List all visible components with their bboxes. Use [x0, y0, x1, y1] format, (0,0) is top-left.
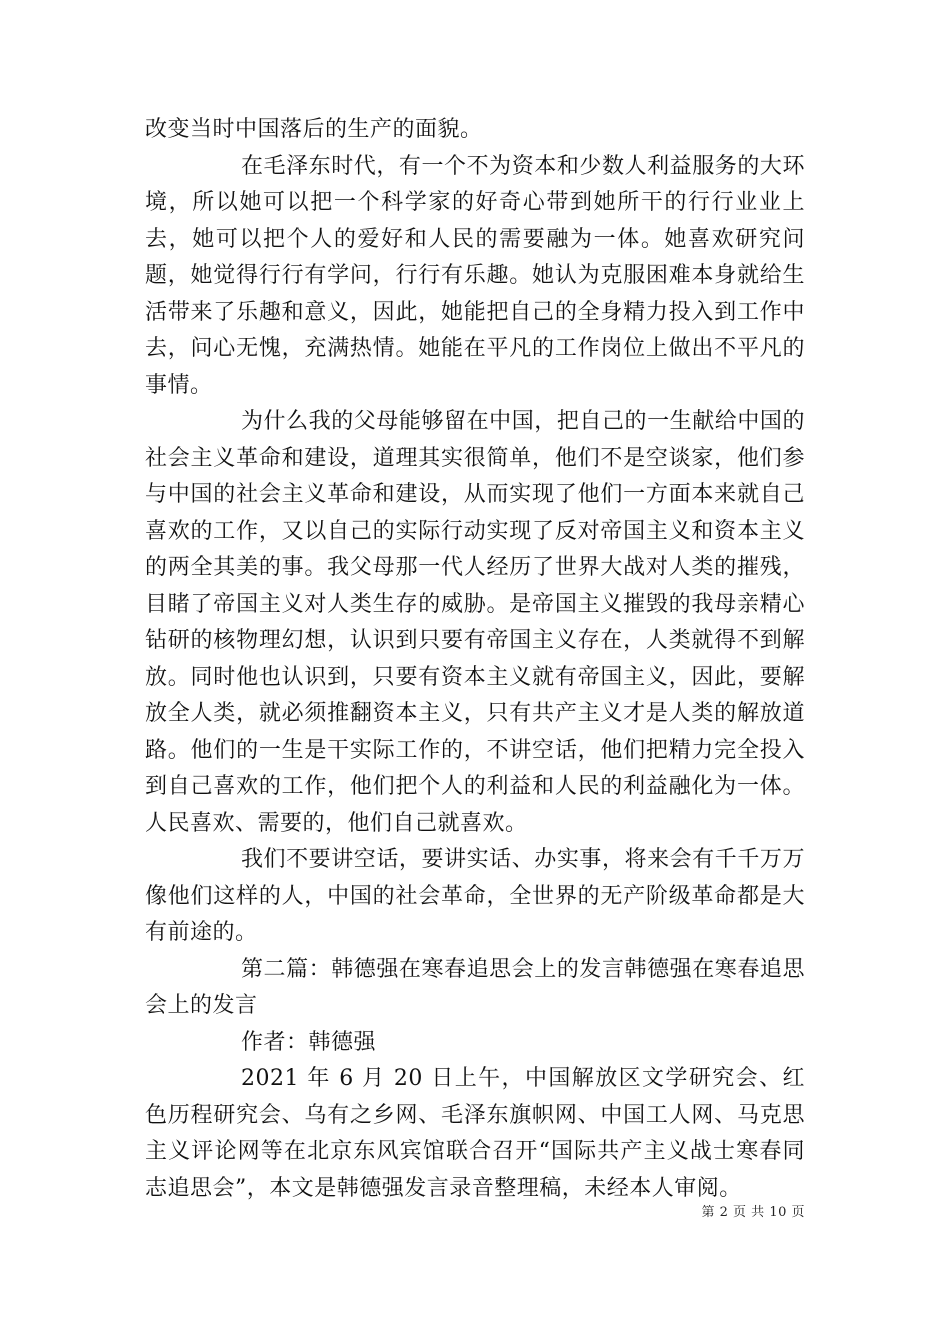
section-heading: 第二篇：韩德强在寒春追思会上的发言韩德强在寒春追思会上的发言 [145, 956, 805, 1018]
page-number-footer: 第 2 页 共 10 页 [701, 1205, 805, 1220]
author-line: 作者：韩德强 [241, 1029, 377, 1055]
paragraph: 在毛泽东时代，有一个不为资本和少数人利益服务的大环境，所以她可以把一个科学家的好奇心带到她所干的行行业业上去，她可以把个人的爱好和人民的需要融为一体。她喜欢研究问题，她觉得行行有学问，行行有乐趣。她认为克服困难本身就给生活带来了乐趣和意义，因此，她能把自己的全身精力投入到工作中去，问心无愧，充满热情。她能在平凡的工作岗位上做出不平凡的事情。 [145, 153, 805, 398]
paragraph: 为什么我的父母能够留在中国，把自己的一生献给中国的社会主义革命和建设，道理其实很简单，他们不是空谈家，他们参与中国的社会主义革命和建设，从而实现了他们一方面本来就自己喜欢的工作，又以自己的实际行动实现了反对帝国主义和资本主义的两全其美的事。我父母那一代人经历了世界大战对人类的摧残，目睹了帝国主义对人类生存的威胁。是帝国主义摧毁的我母亲精心钻研的核物理幻想，认识到只要有帝国主义存在，人类就得不到解放。同时他也认识到，只要有资本主义就有帝国主义，因此，要解放全人类，就必须推翻资本主义，只有共产主义才是人类的解放道路。他们的一生是干实际工作的，不讲空话，他们把精力完全投入到自己喜欢的工作，他们把个人的利益和人民的利益融化为一体。人民喜欢、需要的，他们自己就喜欢。 [145, 409, 805, 836]
paragraph: 改变当时中国落后的生产的面貌。 [145, 117, 483, 142]
paragraph: 我们不要讲空话，要讲实话、办实事，将来会有千千万万像他们这样的人，中国的社会革命，全世界的无产阶级革命都是大有前途的。 [145, 847, 805, 945]
paragraph: 2021 年 6 月 20 日上午，中国解放区文学研究会、红色历程研究会、乌有之乡网、毛泽东旗帜网、中国工人网、马克思主义评论网等在北京东风宾馆联合召开“国际共产主义战士寒春同志追思会”，本文是韩德强发言录音整理稿，未经本人审阅。 [145, 1066, 805, 1201]
document-body [145, 112, 805, 1207]
